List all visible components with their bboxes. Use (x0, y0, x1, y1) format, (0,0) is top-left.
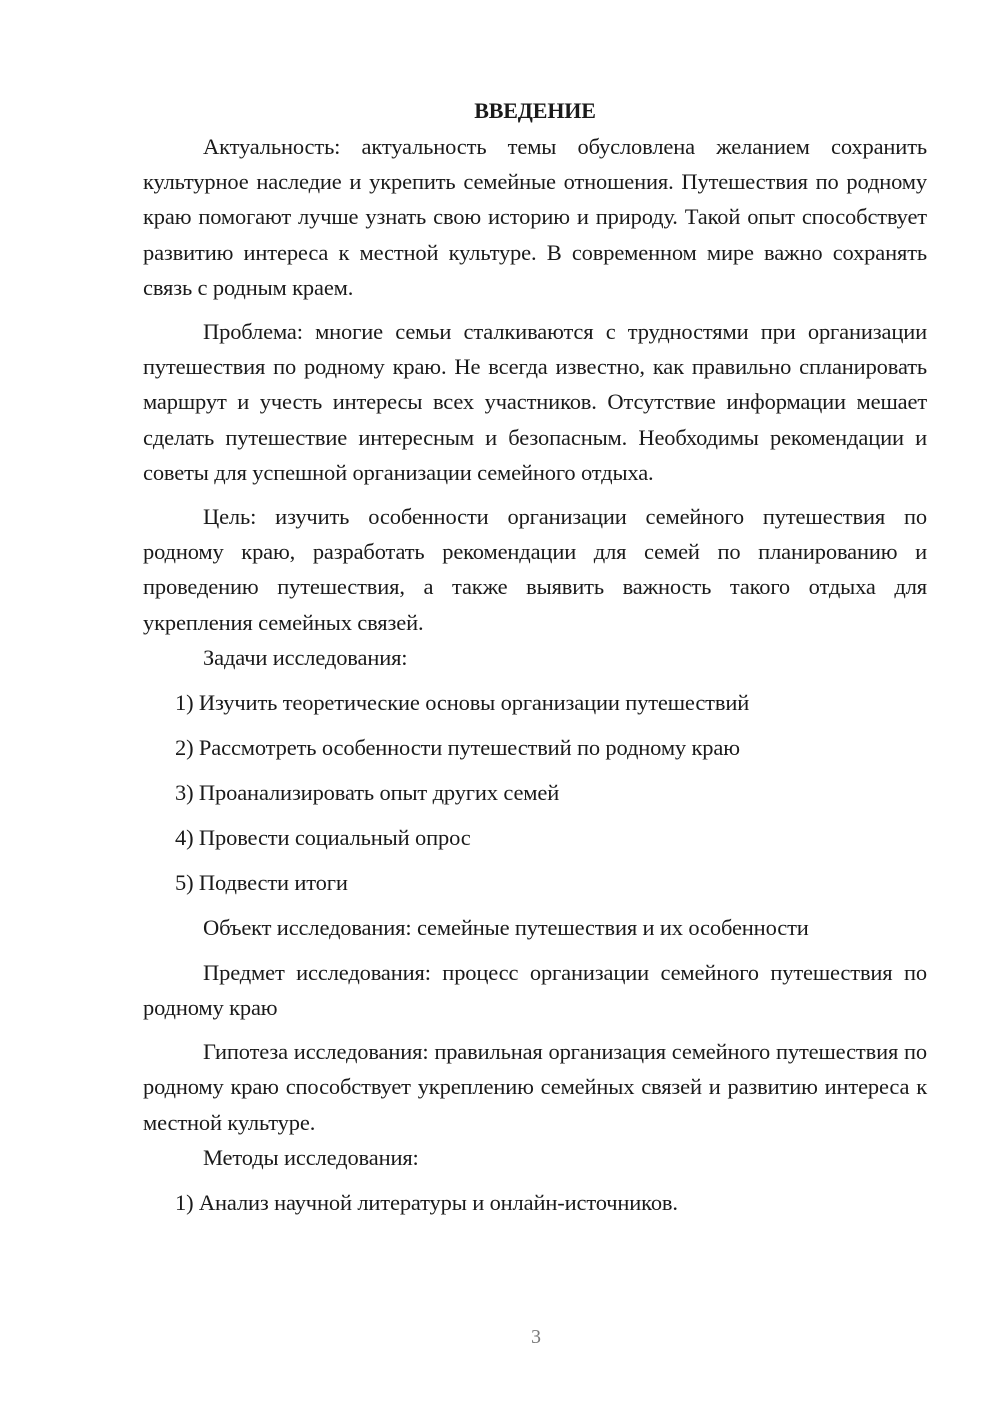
list-item: 2) Рассмотреть особенности путешествий по родному краю (175, 734, 740, 760)
research-hypothesis: Гипотеза исследования: правильная организация семейного путешествия по родному краю способствует укреплению семейных связей и развитию интереса к местной культуре. (143, 1039, 927, 1135)
page-title: ВВЕДЕНИЕ (474, 98, 596, 123)
list-item: 1) Анализ научной литературы и онлайн-источников. (175, 1189, 678, 1215)
tasks-title: Задачи исследования: (203, 644, 408, 670)
research-subject: Предмет исследования: процесс организации семейного путешествия по родному краю (143, 959, 927, 1021)
methods-list (143, 1185, 927, 1230)
research-object: Объект исследования: семейные путешествия и их особенности (203, 914, 809, 940)
paragraph-goal: Цель: изучить особенности организации семейного путешествия по родному краю, разработать рекомендации для семей по планированию и проведению путешествия, а также выявить важность такого отдыха для укрепления семейных связей. (143, 504, 927, 635)
document-page (143, 93, 927, 1230)
list-item: 3) Проанализировать опыт других семей (175, 779, 560, 805)
list-item: 1) Изучить теоретические основы организации путешествий (175, 689, 750, 715)
paragraph-problem: Проблема: многие семьи сталкиваются с трудностями при организации путешествия по родному краю. Не всегда известно, как правильно спланировать маршрут и учесть интересы всех участников. Отсутствие информации мешает сделать путешествие интересным и безопасным. Необходимы рекомендации и советы для успешной организации семейного отдыха. (143, 319, 927, 485)
methods-title: Методы исследования: (203, 1144, 419, 1170)
tasks-list (143, 685, 927, 910)
list-item: 4) Провести социальный опрос (175, 824, 471, 850)
list-item: 5) Подвести итоги (175, 869, 348, 895)
paragraph-relevance: Актуальность: актуальность темы обусловлена желанием сохранить культурное наследие и укрепить семейные отношения. Путешествия по родному краю помогают лучше узнать свою историю и природу. Такой опыт способствует развитию интереса к местной культуре. В современном мире важно сохранять связь с родным краем. (143, 134, 927, 300)
page-number: 3 (531, 1326, 541, 1348)
